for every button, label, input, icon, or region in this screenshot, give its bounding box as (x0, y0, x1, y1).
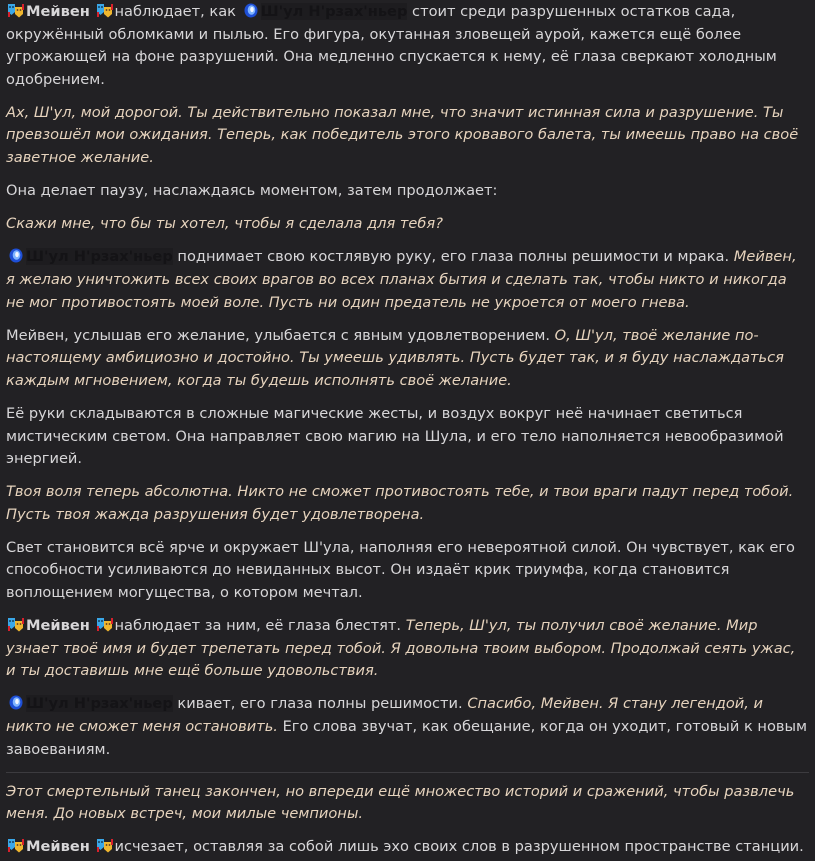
narration-text: поднимает свою костлявую руку, его глаза полны решимости и мрака. (172, 248, 734, 266)
message-paragraph (6, 836, 809, 859)
narration-text: кивает, его глаза полны решимости. (172, 695, 468, 713)
italic-speech: Теперь, Ш'ул, ты получил своё желание. Мир узнает твоё имя и будет трепетать перед тобой. Я довольна твоим выбором. Продолжай сеять ужас, и ты доставишь мне ещё больше удовольствия. (6, 617, 796, 680)
blue-orb-icon (243, 3, 259, 18)
message-paragraph (6, 781, 809, 826)
blue-orb-icon (8, 695, 24, 710)
character-name-shul: Ш'ул Н'рзах'ньер (26, 248, 173, 266)
italic-speech: Ах, Ш'ул, мой дорогой. Ты действительно показал мне, что значит истинная сила и разрушение. Ты превзошёл мои ожидания. Теперь, как победитель этого кровавого балета, ты имеешь право на своё заветное желание. (6, 103, 799, 167)
narration-text: наблюдает, как (114, 3, 241, 20)
narration-text: Мейвен, услышав его желание, улыбается с явным удовлетворением. (6, 326, 555, 344)
italic-speech: О, Ш'ул, твоё желание по-настоящему амбициозно и достойно. Ты умеешь удивлять. Пусть будет так, и я буду наслаждаться каждым мгновением, когда ты будешь исполнять своё желание. (6, 326, 784, 389)
narration-text: Её руки складываются в сложные магические жесты, и воздух вокруг неё начинает светиться мистическим светом. Она направляет свою магию на Шула, и его тело наполняется невообразимой энергией. (6, 404, 784, 468)
message-paragraph (6, 325, 809, 393)
narration-text: Его слова звучат, как обещание, когда он уходит, готовый к новым завоеваниям. (6, 718, 808, 758)
message-paragraph (6, 246, 809, 314)
narration-text: исчезает, оставляя за собой лишь эхо своих слов в разрушенном пространстве станции. (114, 838, 804, 856)
character-name-maiven: Мейвен (26, 838, 90, 856)
theater-masks-icon (8, 617, 24, 632)
message-paragraph (6, 180, 809, 203)
character-name-maiven: Мейвен (26, 617, 90, 635)
italic-speech: Твоя воля теперь абсолютна. Никто не сможет противостоять тебе, и твои враги падут перед тобой. Пусть твоя жажда разрушения будет удовлетворена. (6, 483, 794, 523)
character-name-maiven: Мейвен (26, 3, 90, 20)
narration-text: наблюдает за ним, её глаза блестят. (114, 617, 406, 635)
divider (6, 772, 809, 773)
italic-speech: Этот смертельный танец закончен, но впереди ещё множество историй и сражений, чтобы развлечь меня. До новых встреч, мои милые чемпионы. (6, 782, 795, 823)
message-paragraph (6, 1, 809, 91)
blue-orb-icon (8, 248, 24, 263)
character-name-shul: Ш'ул Н'рзах'ньер (26, 695, 173, 713)
message-paragraph (6, 537, 809, 605)
narration-text: стоит среди разрушенных остатков сада, окружённый обломками и пылью. Его фигура, окутанная зловещей аурой, кажется ещё более угрожающей на фоне разрушений. Она медленно спускается к нему, её глаза сверкают холодным одобрением. (6, 3, 777, 88)
message-paragraph (6, 213, 809, 236)
message-paragraph (6, 693, 809, 761)
italic-speech: Спасибо, Мейвен. Я стану легендой, и никто не сможет меня остановить. (6, 695, 763, 736)
theater-masks-icon (8, 3, 24, 18)
message-paragraph (6, 403, 809, 471)
italic-speech: Скажи мне, что бы ты хотел, чтобы я сделала для тебя? (6, 215, 443, 233)
message-paragraph (6, 615, 809, 683)
message-paragraph (6, 102, 809, 170)
theater-masks-icon (97, 3, 113, 18)
character-name-shul: Ш'ул Н'рзах'ньер (260, 3, 408, 20)
theater-masks-icon (97, 617, 113, 632)
narration-text: Свет становится всё ярче и окружает Ш'ула, наполняя его невероятной силой. Он чувствует, как его способности усиливаются до невиданных высот. Он издаёт крик триумфа, когда становится воплощением могущества, о котором мечтал. (6, 538, 795, 602)
narration-text: Она делает паузу, наслаждаясь моментом, затем продолжает: (6, 182, 498, 200)
message-paragraph (6, 481, 809, 526)
italic-speech: Мейвен, я желаю уничтожить всех своих врагов во всех планах бытия и сделать так, чтобы никто и никогда не мог противостоять моей воле. Пусть ни один предатель не укроется от моего гнева. (6, 248, 797, 311)
